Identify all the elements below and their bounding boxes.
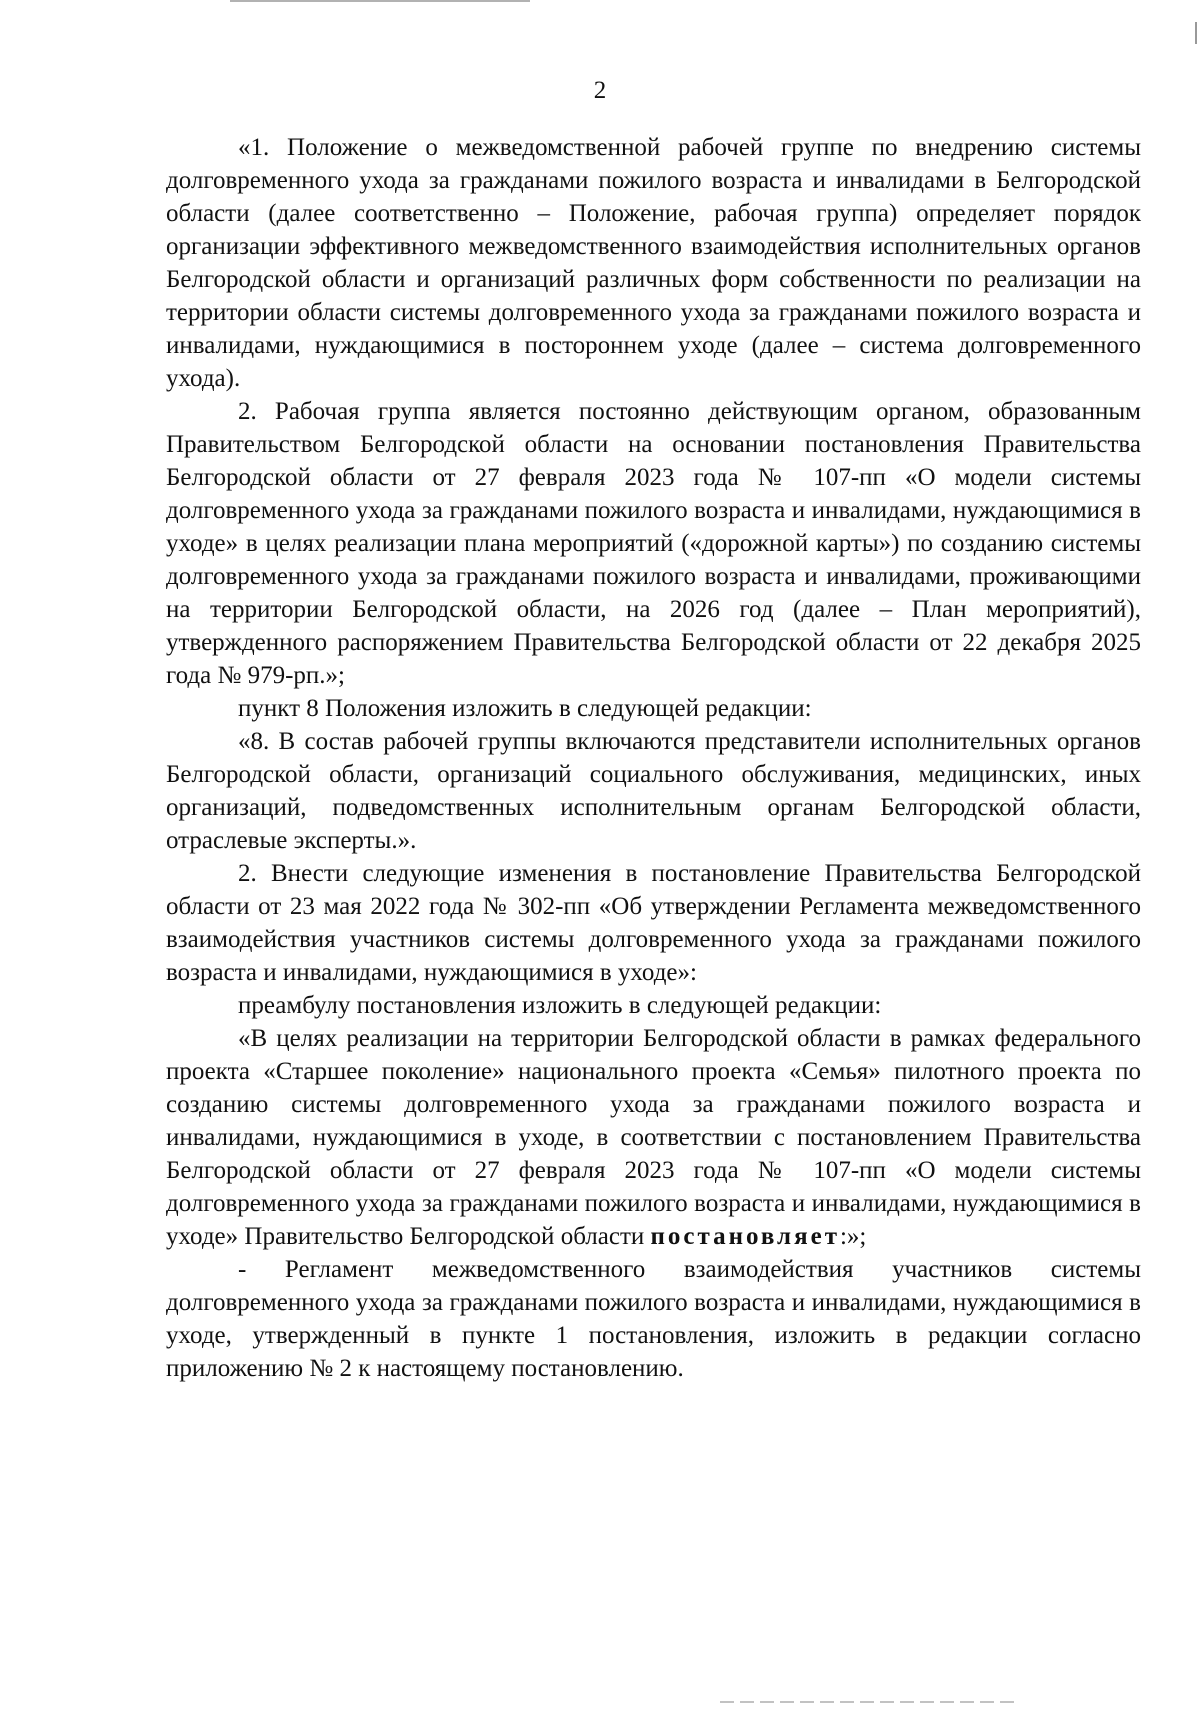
scan-artifact-right	[1195, 22, 1197, 44]
paragraph-regulation-clause-1: «1. Положение о межведомственной рабочей группе по внедрению системы долговременного ухода за гражданами пожилого возраста и инвалидами в Белгородской области (далее соответственно – Положение, рабочая группа) определяет порядок организации эффективного межведомственного взаимодействия исполнительных органов Белгородской области и организаций различных форм собственности по реализации на территории области системы долговременного ухода за гражданами пожилого возраста и инвалидами, нуждающимися в постороннем уходе (далее – система долговременного ухода).	[166, 134, 1141, 392]
scan-artifact-top	[230, 0, 530, 2]
document-body	[166, 131, 1141, 1385]
preamble-emphasis: постановляет	[650, 1223, 840, 1250]
paragraph-item-8-text: «8. В состав рабочей группы включаются представители исполнительных органов Белгородской области, организаций социального обслуживания, медицинских, иных организаций, подведомственных исполнительным органам Белгородской области, отраслевые эксперты.».	[166, 728, 1141, 854]
paragraph-item-8-instruction: пункт 8 Положения изложить в следующей редакции:	[238, 695, 812, 722]
preamble-tail: :»;	[839, 1223, 867, 1250]
paragraph-amendment-2: 2. Внести следующие изменения в постановление Правительства Белгородской области от 23 мая 2022 года № 302-пп «Об утверждении Регламента межведомственного взаимодействия участников системы долговременного ухода за гражданами пожилого возраста и инвалидами, нуждающимися в уходе»:	[166, 860, 1141, 986]
paragraph-final: - Регламент межведомственного взаимодействия участников системы долговременного ухода за гражданами пожилого возраста и инвалидами, нуждающимися в уходе, утвержденный в пункте 1 постановления, изложить в редакции согласно приложению № 2 к настоящему постановлению.	[166, 1256, 1141, 1382]
preamble-text: «В целях реализации на территории Белгородской области в рамках федерального проекта «Старшее поколение» национального проекта «Семья» пилотного проекта по созданию системы долговременного ухода за гражданами пожилого возраста и инвалидами, нуждающимися в уходе, в соответствии с постановлением Правительства Белгородской области от 27 февраля 2023 года № 107-пп «О модели системы долговременного ухода за гражданами пожилого возраста и инвалидами, нуждающимися в уходе» Правительство Белгородской области	[166, 1025, 1141, 1250]
paragraph-regulation-clause-2: 2. Рабочая группа является постоянно действующим органом, образованным Правительством Белгородской области на основании постановления Правительства Белгородской области от 27 февраля 2023 года № 107-пп «О модели системы долговременного ухода за гражданами пожилого возраста и инвалидами, нуждающимися в уходе» в целях реализации плана мероприятий («дорожной карты») по созданию системы долговременного ухода за гражданами пожилого возраста и инвалидами, проживающими на территории Белгородской области, на 2026 год (далее – План мероприятий), утвержденного распоряжением Правительства Белгородской области от 22 декабря 2025 года № 979-рп.»;	[166, 398, 1141, 689]
page-number: 2	[593, 77, 607, 104]
paragraph-preamble-instruction: преамбулу постановления изложить в следующей редакции:	[238, 992, 882, 1019]
paragraph-preamble-text	[166, 1022, 1141, 1253]
scan-artifact-bottom	[720, 1701, 1020, 1703]
